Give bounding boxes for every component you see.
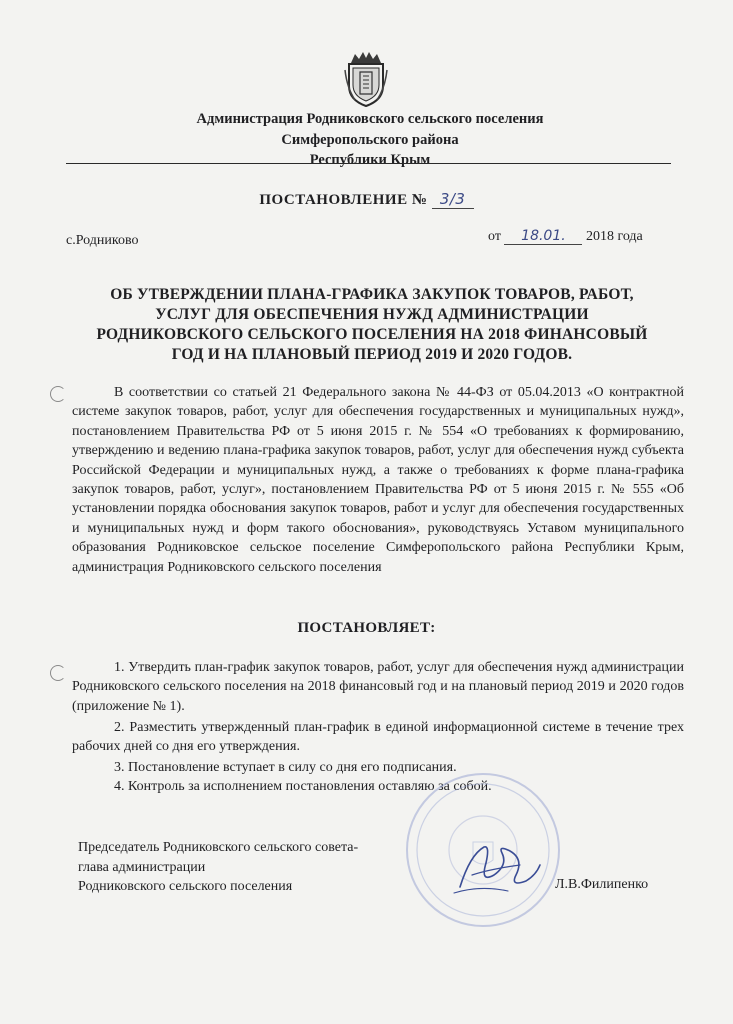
item-3: 3. Постановление вступает в силу со дня его подписания. <box>114 760 457 775</box>
item-4: 4. Контроль за исполнением постановления оставляю за собой. <box>114 779 492 794</box>
signatory-name: Л.В.Филипенко <box>555 877 649 892</box>
resolves-heading: ПОСТАНОВЛЯЕТ: <box>297 620 436 636</box>
date-value: 18.01. <box>504 228 582 245</box>
subject-line-1: ОБ УТВЕРЖДЕНИИ ПЛАНА-ГРАФИКА ЗАКУПОК ТОВАРОВ, РАБОТ, <box>110 286 634 303</box>
header-line-1: Администрация Родниковского сельского поселения <box>196 111 544 127</box>
item-2: 2. Разместить утвержденный план-график в единой информационной системе в течение трех рабочих дней со дня его утверждения. <box>72 720 684 755</box>
decree-number: 3/3 <box>432 190 474 209</box>
header-divider <box>66 163 671 164</box>
decree-title-text: ПОСТАНОВЛЕНИЕ № <box>259 192 428 208</box>
decree-title <box>0 190 733 209</box>
header-line-3: Республики Крым <box>309 152 431 168</box>
punch-hole-mark <box>50 386 66 402</box>
handwritten-signature <box>450 835 545 900</box>
date-prefix: от <box>488 229 501 244</box>
subject-line-4: ГОД И НА ПЛАНОВЫЙ ПЕРИОД 2019 И 2020 ГОДОВ. <box>171 346 573 363</box>
coat-of-arms-emblem <box>343 50 389 108</box>
punch-hole-mark <box>50 665 66 681</box>
subject-line-2: УСЛУГ ДЛЯ ОБЕСПЕЧЕНИЯ НУЖД АДМИНИСТРАЦИИ <box>155 306 589 323</box>
item-1: 1. Утвердить план-график закупок товаров, работ, услуг для обеспечения нужд администрации Родниковского сельского поселения на 2018 финансовый год и на плановый период 2019 и 2020 годов (приложение № 1). <box>72 660 684 714</box>
signatory-line-3: Родниковского сельского поселения <box>78 879 293 894</box>
date-suffix: 2018 года <box>585 229 643 244</box>
signatory-line-1: Председатель Родниковского сельского совета- <box>78 840 359 855</box>
header-line-2: Симферопольского района <box>281 132 459 148</box>
signatory-block <box>78 838 358 897</box>
decree-date <box>488 228 643 245</box>
place-of-issue: с.Родниково <box>66 233 139 248</box>
decree-subject <box>62 285 682 365</box>
preamble-paragraph: В соответствии со статьей 21 Федерального закона № 44-ФЗ от 05.04.2013 «О контрактной системе закупок товаров, работ, услуг для обеспечения государственных и муниципальных нужд», постановлением Правительства РФ от 5 июня 2015 г. № 554 «О требованиях к формированию, утверждению и ведению плана-графика закупок товаров, работ, услуг для обеспечения нужд субъекта Российской Федерации и муниципальных нужд, а также о требованиях к форме плана-графика закупок товаров, работ, услуг», постановлением Правительства РФ от 5 июня 2015 г. № 555 «Об установлении порядка обоснования закупок товаров, работ и услуг для обеспечения государственных и муниципальных нужд и форм такого обоснования», руководствуясь Уставом муниципального образования Родниковское сельское поселение Симферопольского района Республики Крым, администрация Родниковского сельского поселения <box>72 385 684 575</box>
signatory-line-2: глава администрации <box>78 859 206 875</box>
subject-line-3: РОДНИКОВСКОГО СЕЛЬСКОГО ПОСЕЛЕНИЯ НА 2018 ФИНАНСОВЫЙ <box>96 326 648 343</box>
